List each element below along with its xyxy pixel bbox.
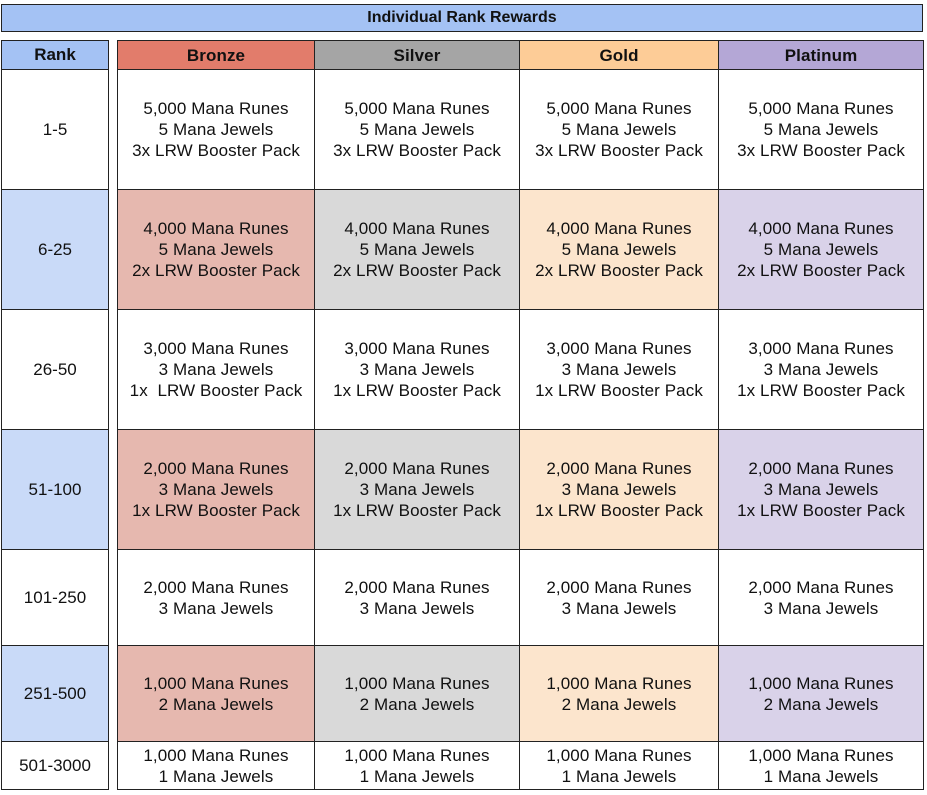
reward-cell-gold: 5,000 Mana Runes 5 Mana Jewels 3x LRW Booster Pack bbox=[520, 70, 719, 190]
rank-column bbox=[1, 40, 109, 790]
tier-header-platinum: Platinum bbox=[719, 40, 924, 70]
rank-cell: 1-5 bbox=[1, 70, 109, 190]
reward-cell-silver: 2,000 Mana Runes 3 Mana Jewels 1x LRW Booster Pack bbox=[315, 430, 520, 550]
reward-cell-platinum: 5,000 Mana Runes 5 Mana Jewels 3x LRW Booster Pack bbox=[719, 70, 924, 190]
rewards-table bbox=[117, 40, 924, 790]
reward-cell-platinum: 3,000 Mana Runes 3 Mana Jewels 1x LRW Booster Pack bbox=[719, 310, 924, 430]
table-row bbox=[117, 310, 924, 430]
reward-cell-silver: 1,000 Mana Runes 2 Mana Jewels bbox=[315, 646, 520, 742]
reward-cell-gold: 2,000 Mana Runes 3 Mana Jewels bbox=[520, 550, 719, 646]
reward-cell-bronze: 3,000 Mana Runes 3 Mana Jewels 1x LRW Booster Pack bbox=[117, 310, 315, 430]
reward-cell-bronze: 1,000 Mana Runes 1 Mana Jewels bbox=[117, 742, 315, 790]
table-row bbox=[117, 550, 924, 646]
reward-cell-bronze: 4,000 Mana Runes 5 Mana Jewels 2x LRW Booster Pack bbox=[117, 190, 315, 310]
reward-cell-bronze: 5,000 Mana Runes 5 Mana Jewels 3x LRW Booster Pack bbox=[117, 70, 315, 190]
tier-header-row bbox=[117, 40, 924, 70]
rank-header: Rank bbox=[1, 40, 109, 70]
tier-header-silver: Silver bbox=[315, 40, 520, 70]
rank-cell: 251-500 bbox=[1, 646, 109, 742]
table-row bbox=[117, 430, 924, 550]
tier-header-bronze: Bronze bbox=[117, 40, 315, 70]
reward-cell-gold: 3,000 Mana Runes 3 Mana Jewels 1x LRW Booster Pack bbox=[520, 310, 719, 430]
table-title: Individual Rank Rewards bbox=[1, 4, 923, 32]
reward-cell-gold: 2,000 Mana Runes 3 Mana Jewels 1x LRW Booster Pack bbox=[520, 430, 719, 550]
tier-header-gold: Gold bbox=[520, 40, 719, 70]
rank-cell: 51-100 bbox=[1, 430, 109, 550]
rank-cell: 101-250 bbox=[1, 550, 109, 646]
reward-cell-silver: 4,000 Mana Runes 5 Mana Jewels 2x LRW Booster Pack bbox=[315, 190, 520, 310]
rank-cell: 6-25 bbox=[1, 190, 109, 310]
reward-cell-platinum: 4,000 Mana Runes 5 Mana Jewels 2x LRW Booster Pack bbox=[719, 190, 924, 310]
reward-cell-gold: 4,000 Mana Runes 5 Mana Jewels 2x LRW Booster Pack bbox=[520, 190, 719, 310]
reward-cell-bronze: 1,000 Mana Runes 2 Mana Jewels bbox=[117, 646, 315, 742]
reward-cell-platinum: 2,000 Mana Runes 3 Mana Jewels bbox=[719, 550, 924, 646]
reward-cell-gold: 1,000 Mana Runes 2 Mana Jewels bbox=[520, 646, 719, 742]
rank-cell: 501-3000 bbox=[1, 742, 109, 790]
reward-cell-bronze: 2,000 Mana Runes 3 Mana Jewels bbox=[117, 550, 315, 646]
reward-cell-platinum: 2,000 Mana Runes 3 Mana Jewels 1x LRW Booster Pack bbox=[719, 430, 924, 550]
table-row bbox=[117, 646, 924, 742]
reward-cell-bronze: 2,000 Mana Runes 3 Mana Jewels 1x LRW Booster Pack bbox=[117, 430, 315, 550]
reward-cell-silver: 3,000 Mana Runes 3 Mana Jewels 1x LRW Booster Pack bbox=[315, 310, 520, 430]
table-row bbox=[117, 742, 924, 790]
reward-cell-platinum: 1,000 Mana Runes 2 Mana Jewels bbox=[719, 646, 924, 742]
reward-cell-silver: 1,000 Mana Runes 1 Mana Jewels bbox=[315, 742, 520, 790]
table-row bbox=[117, 190, 924, 310]
reward-cell-platinum: 1,000 Mana Runes 1 Mana Jewels bbox=[719, 742, 924, 790]
reward-cell-gold: 1,000 Mana Runes 1 Mana Jewels bbox=[520, 742, 719, 790]
rank-cell: 26-50 bbox=[1, 310, 109, 430]
reward-cell-silver: 5,000 Mana Runes 5 Mana Jewels 3x LRW Booster Pack bbox=[315, 70, 520, 190]
table-row bbox=[117, 70, 924, 190]
reward-cell-silver: 2,000 Mana Runes 3 Mana Jewels bbox=[315, 550, 520, 646]
